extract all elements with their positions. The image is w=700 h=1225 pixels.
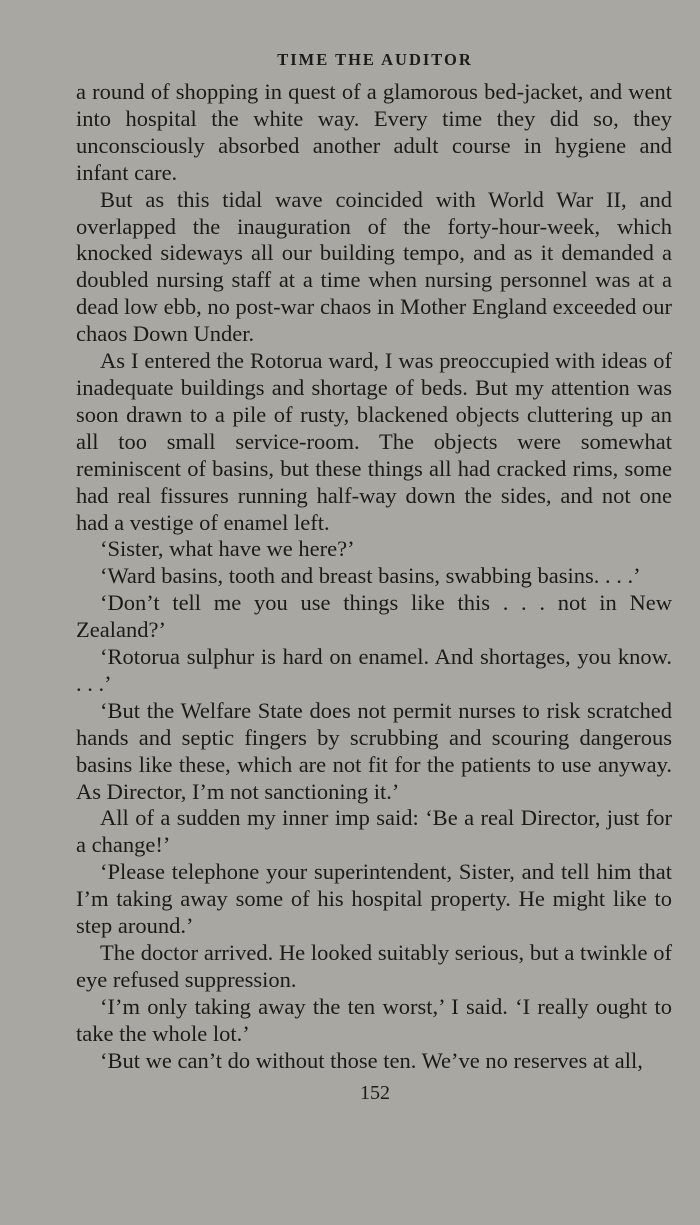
running-head: TIME THE AUDITOR — [277, 50, 473, 69]
paragraph: As I entered the Rotorua ward, I was preoccupied with ideas of inadequate buildings and shortage of beds. But my attention was soon drawn to a pile of rusty, blackened objects cluttering up an all too small service-room. The objects were somewhat reminiscent of basins, but these things all had cracked rims, some had real fissures running half-way down the sides, and not one had a vestige of enamel left. — [76, 348, 672, 535]
paragraph: ‘Sister, what have we here?’ — [100, 536, 355, 562]
paragraph: But as this tidal wave coincided with World War II, and overlapped the inauguration of the forty-hour-week, which knocked sideways all our building tempo, and as it demanded a doubled nursing staff at a time when nursing personnel was at a dead low ebb, no post-war chaos in Mother England exceeded our chaos Down Under. — [76, 186, 672, 347]
page-number: 152 — [360, 1082, 390, 1104]
body-text — [76, 79, 672, 1075]
paragraph: ‘Ward basins, tooth and breast basins, swabbing basins. . . .’ — [100, 563, 641, 589]
paragraph: ‘Please telephone your superintendent, Sister, and tell him that I’m taking away some of his hospital property. He might like to step around.’ — [76, 859, 672, 939]
paragraph: ‘But the Welfare State does not permit nurses to risk scratched hands and septic fingers by scrubbing and scouring dangerous basins like these, which are not fit for the patients to use anyway. As Director, I’m not sanctioning it.’ — [76, 697, 672, 804]
paragraph: ‘But we can’t do without those ten. We’ve no reserves at all, — [100, 1047, 643, 1073]
paragraph: ‘Rotorua sulphur is hard on enamel. And shortages, you know. . . .’ — [76, 644, 672, 696]
paragraph: ‘Don’t tell me you use things like this . . . not in New Zealand?’ — [76, 590, 672, 643]
paragraph: ‘I’m only taking away the ten worst,’ I said. ‘I really ought to take the whole lot.’ — [76, 993, 672, 1046]
paragraph: All of a sudden my inner imp said: ‘Be a real Director, just for a change!’ — [76, 805, 672, 858]
paragraph: a round of shopping in quest of a glamorous bed-jacket, and went into hospital the white way. Every time they did so, they unconsciously absorbed another adult course in hygiene and infant care. — [76, 79, 672, 185]
paragraph: The doctor arrived. He looked suitably serious, but a twinkle of eye refused suppression. — [76, 940, 672, 992]
